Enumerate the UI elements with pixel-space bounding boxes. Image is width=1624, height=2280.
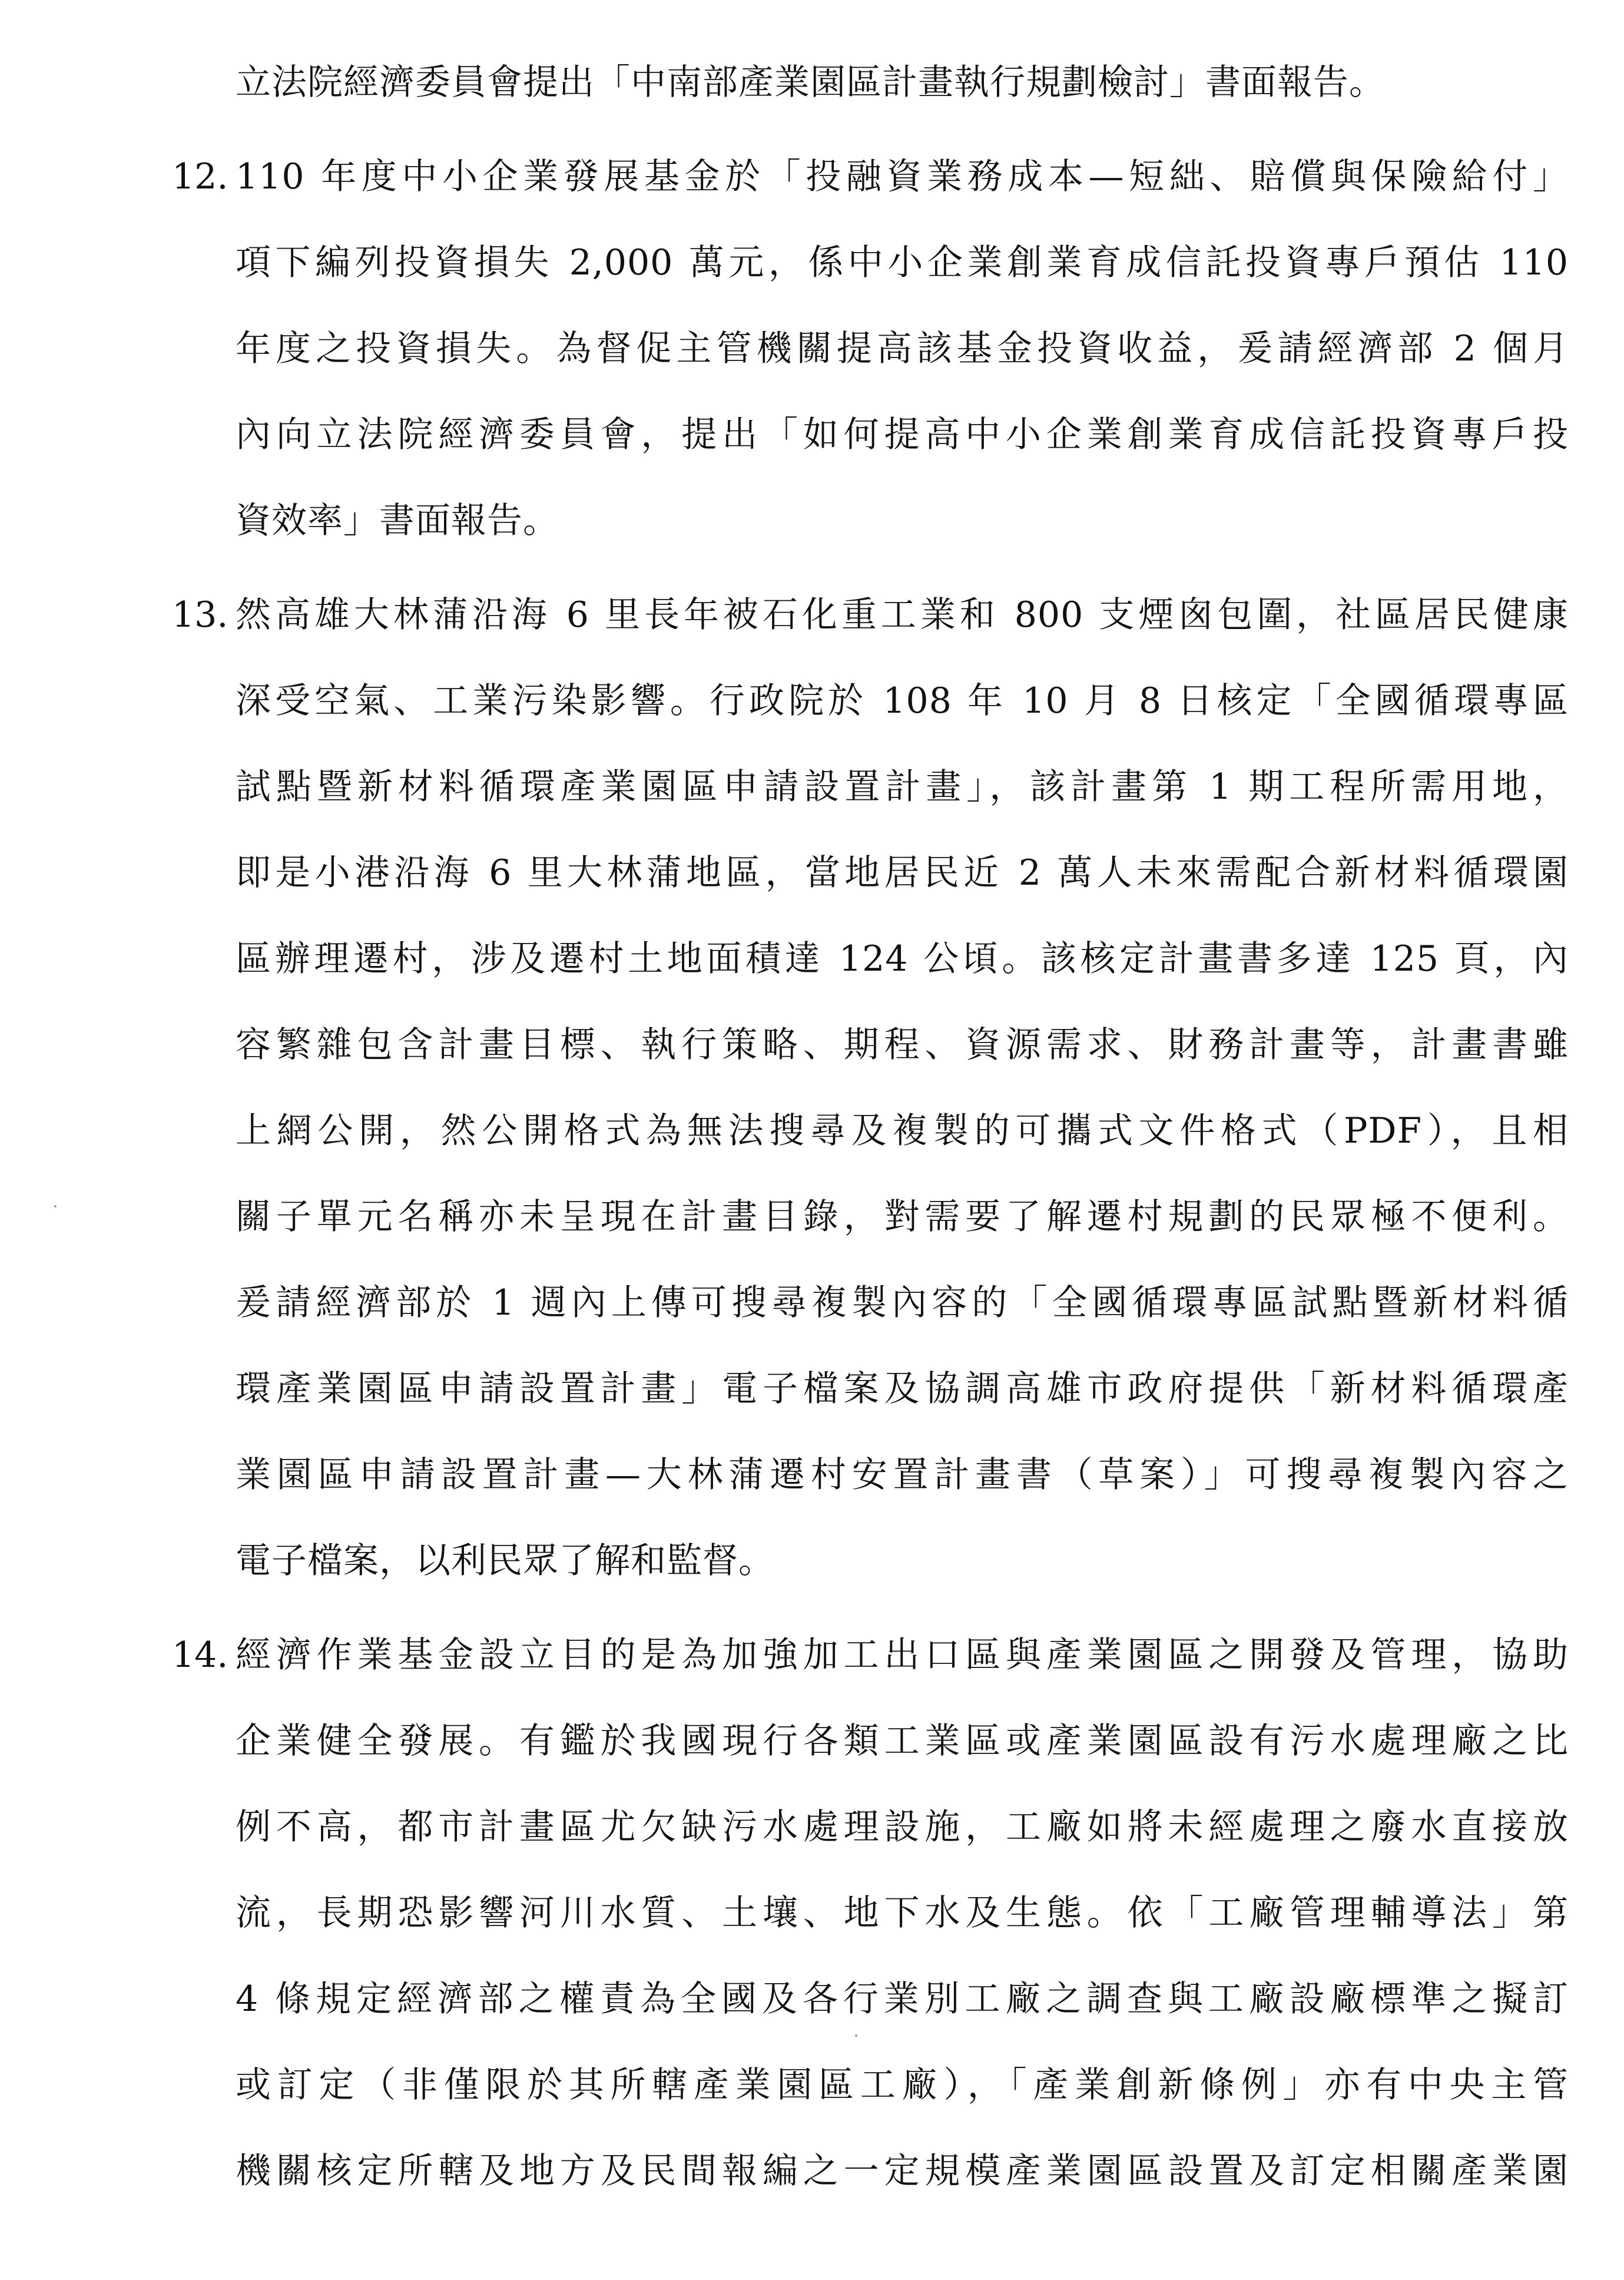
item-13-line: 區辦理遷村，涉及遷村土地面積達 124 公頃。該核定計畫書多達 125 頁，內 xyxy=(236,938,1569,979)
item-14-line: 例不高，都市計畫區尤欠缺污水處理設施，工廠如將未經處理之廢水直接放 xyxy=(236,1806,1569,1848)
item-12-line: 項下編列投資損失 2,000 萬元，係中小企業創業育成信託投資專戶預估 110 xyxy=(236,242,1569,283)
item-12-line: 內向立法院經濟委員會，提出「如何提高中小企業創業育成信託投資專戶投 xyxy=(236,414,1569,455)
item-13-line: 即是小港沿海 6 里大林蒲地區，當地居民近 2 萬人未來需配合新材料循環園 xyxy=(236,852,1569,894)
item-13-line: 電子檔案，以利民眾了解和監督。 xyxy=(236,1540,774,1581)
item-12-line: 110 年度中小企業發展基金於「投融資業務成本—短絀、賠償與保險給付」 xyxy=(236,156,1569,197)
item-13-line: 業園區申請設置計畫—大林蒲遷村安置計畫書（草案）」可搜尋複製內容之 xyxy=(236,1454,1569,1495)
item-14-line: 經濟作業基金設立目的是為加強加工出口區與產業園區之開發及管理，協助 xyxy=(236,1634,1569,1676)
item-13-line: 環產業園區申請設置計畫」電子檔案及協調高雄市政府提供「新材料循環產 xyxy=(236,1368,1569,1409)
item-13-line: 關子單元名稱亦未呈現在計畫目錄，對需要了解遷村規劃的民眾極不便利。 xyxy=(236,1196,1569,1237)
item-13-line: 上網公開，然公開格式為無法搜尋及複製的可攜式文件格式（PDF），且相 xyxy=(236,1110,1569,1151)
item-14-line: 企業健全發展。有鑑於我國現行各類工業區或產業園區設有污水處理廠之比 xyxy=(236,1720,1569,1762)
item-13-number: 13. xyxy=(172,594,228,636)
item-14-line: 或訂定（非僅限於其所轄產業園區工廠），「產業創新條例」亦有中央主管 xyxy=(236,2064,1569,2106)
scan-speck xyxy=(54,1205,57,1207)
item-13-line: 深受空氣、工業污染影響。行政院於 108 年 10 月 8 日核定「全國循環專區 xyxy=(236,680,1569,722)
item-12-number: 12. xyxy=(172,156,228,197)
item-13-line: 爰請經濟部於 1 週內上傳可搜尋複製內容的「全國循環專區試點暨新材料循 xyxy=(236,1282,1569,1323)
continuation-line: 立法院經濟委員會提出「中南部產業園區計畫執行規劃檢討」書面報告。 xyxy=(236,62,1385,103)
item-14-line: 機關核定所轄及地方及民間報編之一定規模產業園區設置及訂定相關產業園 xyxy=(236,2150,1569,2192)
item-13-line: 容繁雜包含計畫目標、執行策略、期程、資源需求、財務計畫等，計畫書雖 xyxy=(236,1024,1569,1065)
item-12-line: 資效率」書面報告。 xyxy=(236,500,559,541)
item-13-line: 試點暨新材料循環產業園區申請設置計畫」，該計畫第 1 期工程所需用地， xyxy=(236,766,1569,808)
item-13-line: 然高雄大林蒲沿海 6 里長年被石化重工業和 800 支煙囪包圍，社區居民健康 xyxy=(236,594,1569,636)
item-14-number: 14. xyxy=(172,1634,228,1676)
scan-speck xyxy=(855,2034,857,2037)
item-14-line: 4 條規定經濟部之權責為全國及各行業別工廠之調查與工廠設廠標準之擬訂 xyxy=(236,1978,1569,2020)
item-12-line: 年度之投資損失。為督促主管機關提高該基金投資收益，爰請經濟部 2 個月 xyxy=(236,328,1569,369)
item-14-line: 流，長期恐影響河川水質、土壤、地下水及生態。依「工廠管理輔導法」第 xyxy=(236,1892,1569,1934)
